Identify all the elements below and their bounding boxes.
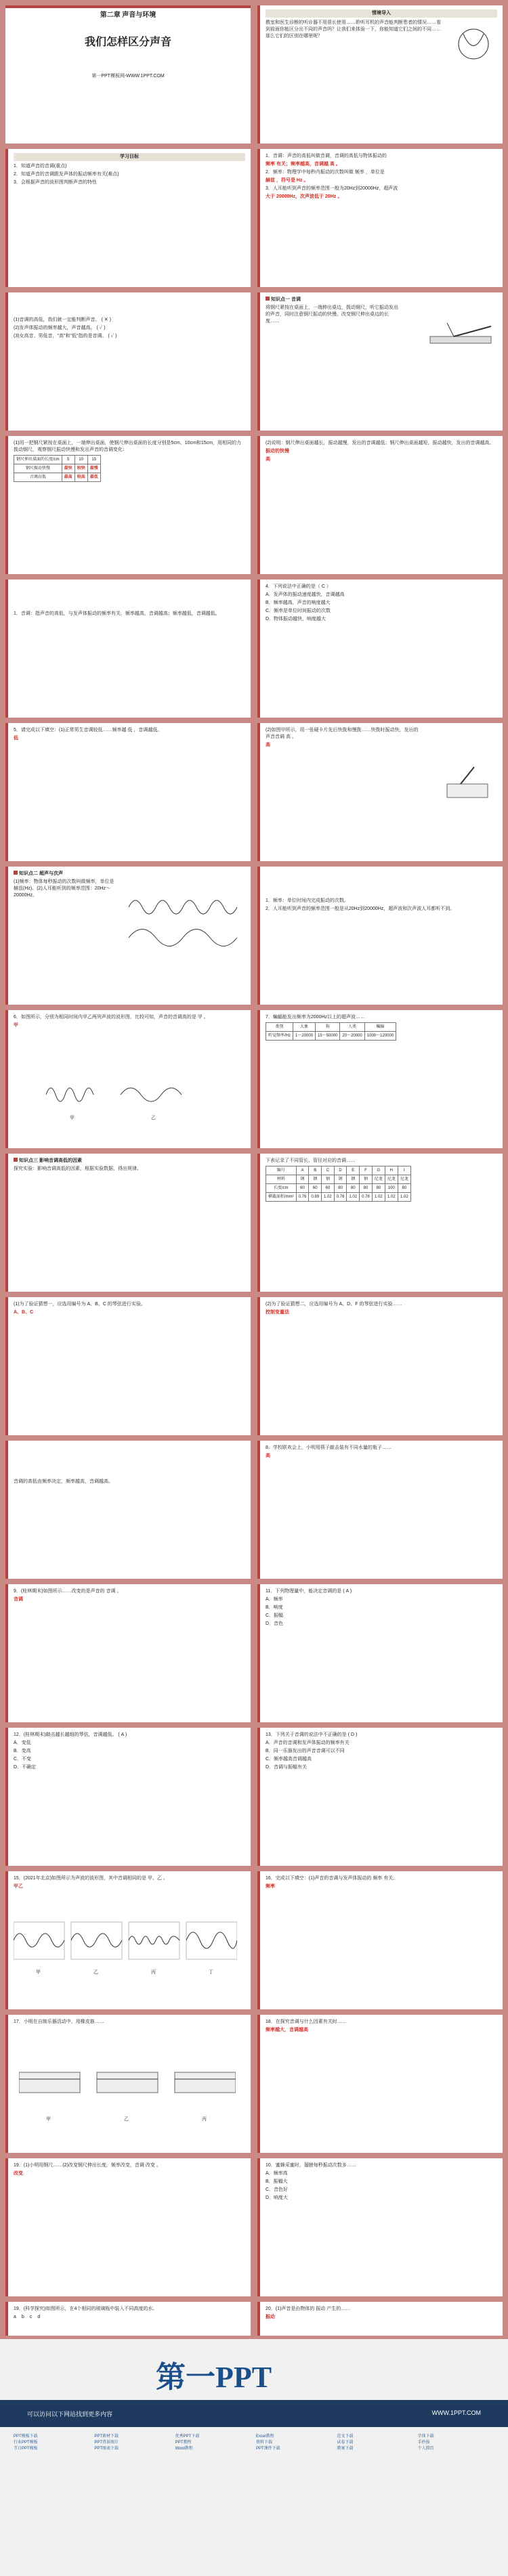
footer-link[interactable]: 教案下载 bbox=[337, 2447, 354, 2451]
option: C．频率是单位时间振动的次数 bbox=[266, 609, 331, 613]
footer-link[interactable]: PPT课件下载 bbox=[255, 2447, 280, 2451]
slide-accent-bar bbox=[257, 1441, 260, 1579]
slide-ruler-table bbox=[5, 436, 251, 574]
judge-line: (1)音调的高低，我们就一定能判断声音。 ( ✕ ) bbox=[14, 318, 111, 322]
slide-q20 bbox=[257, 2302, 503, 2336]
table-cell: 尼龙 bbox=[385, 1175, 398, 1184]
section-heading: 知识点三 影响音调高低的因素 bbox=[19, 1158, 82, 1163]
slide-accent-bar bbox=[5, 1010, 8, 1148]
slide-cover bbox=[5, 5, 251, 144]
table-cell: 1.02 bbox=[347, 1193, 360, 1202]
bottle-label: a bbox=[14, 2315, 16, 2319]
slide-q5 bbox=[5, 723, 251, 861]
figure-label: 丙 bbox=[202, 2117, 207, 2122]
footer-link[interactable]: PPT背景图片 bbox=[94, 2441, 119, 2445]
question-text: 4．下列说法中正确的是（ C ） bbox=[266, 584, 331, 589]
slide-string-table bbox=[257, 1154, 503, 1292]
table-cell: 0.76 bbox=[334, 1193, 347, 1202]
table-header: D bbox=[334, 1166, 347, 1175]
footer-note: 可以访问以下网站找到更多内容 bbox=[27, 2411, 113, 2418]
concept-line: 大于 20000Hz，次声波低于 20Hz 。 bbox=[266, 194, 343, 199]
footer-link[interactable]: 字体下载 bbox=[417, 2435, 434, 2439]
goals-heading: 学习目标 bbox=[14, 153, 245, 161]
slide-q10 bbox=[257, 2158, 503, 2296]
option: D．音色 bbox=[266, 1621, 284, 1626]
slide-q6 bbox=[5, 1010, 251, 1148]
table-cell: 60 bbox=[322, 1184, 335, 1193]
slide-q16 bbox=[257, 1871, 503, 2009]
footer-link-grid bbox=[14, 2434, 494, 2452]
slide-accent-bar bbox=[5, 2158, 8, 2296]
slide-accent-bar bbox=[5, 1297, 8, 1435]
table-cell: 60 bbox=[296, 1184, 309, 1193]
footer-link[interactable]: 手抄报 bbox=[417, 2441, 430, 2445]
concept-line: 3．人耳能听到声音的频率范围一般为20Hz到20000Hz，超声波 bbox=[266, 186, 398, 191]
table-header: G bbox=[372, 1166, 385, 1175]
question-text: 7．蝙蝠能发出频率为2000Hz以上的超声波…… bbox=[266, 1015, 366, 1020]
wave-label: 甲 bbox=[70, 1116, 75, 1120]
table-header: 编号 bbox=[266, 1166, 297, 1175]
answer-text: 低 bbox=[14, 736, 18, 741]
slide-q11 bbox=[257, 1584, 503, 1722]
wave-label: 乙 bbox=[93, 1970, 98, 1975]
conclusion-text: (2)说明：钢尺伸出桌面越长，振动越慢，发出的音调越低；钢尺伸出桌面越短，振动越快，发出的音调越高。 bbox=[266, 441, 494, 445]
footer-link[interactable]: Word教程 bbox=[175, 2447, 193, 2451]
question-text: 下表记录了不同管长、管径对应的音调…… bbox=[266, 1158, 356, 1163]
figure-label: 乙 bbox=[124, 2117, 129, 2122]
table-cell: 钢尺振动快慢 bbox=[14, 464, 62, 473]
site-logo: 第一PPT bbox=[156, 2361, 272, 2394]
footer-link[interactable]: 优秀PPT下载 bbox=[175, 2435, 200, 2439]
slide-accent-bar bbox=[5, 1728, 8, 1866]
answer-text: 甲 bbox=[14, 1023, 18, 1028]
slide-accent-bar bbox=[5, 723, 8, 861]
footer-url-link[interactable]: WWW.1PPT.COM bbox=[431, 2409, 481, 2416]
site-name: 第一PPT模板网-WWW.1PPT.COM bbox=[91, 74, 165, 79]
slide-accent-bar bbox=[257, 1297, 260, 1435]
wave-label: 甲 bbox=[36, 1970, 41, 1975]
slide-q8 bbox=[257, 1441, 503, 1579]
footer-link[interactable]: 范文下载 bbox=[337, 2435, 354, 2439]
option: A．频率 bbox=[266, 1597, 283, 1602]
option: D．物体振动越快，响度越大 bbox=[266, 617, 326, 621]
slide-accent-bar bbox=[5, 580, 8, 718]
option: A．频率高 bbox=[266, 2171, 288, 2176]
answer-text: 音调 bbox=[14, 1597, 23, 1602]
footer-link[interactable]: 试卷下载 bbox=[337, 2441, 354, 2445]
slide-accent-bar bbox=[257, 5, 260, 144]
slide-accent-bar bbox=[257, 1010, 260, 1148]
question-text: 9．(桂林期末)如图所示……改变的是声音的 音调 。 bbox=[14, 1589, 122, 1594]
table-header: A bbox=[296, 1166, 309, 1175]
wave-label: 丙 bbox=[151, 1970, 156, 1975]
table-cell: 钢 bbox=[347, 1175, 360, 1184]
table-cell: 钢 bbox=[360, 1175, 373, 1184]
table-cell: 较高 bbox=[75, 473, 87, 482]
slide-accent-bar bbox=[257, 436, 260, 574]
bottle-label: b bbox=[21, 2315, 24, 2319]
table-cell: 材料 bbox=[266, 1175, 297, 1184]
table-cell: 80 bbox=[398, 1184, 410, 1193]
slide-accent-bar bbox=[257, 1154, 260, 1292]
slide-summary bbox=[5, 580, 251, 718]
table-header: 狗 bbox=[316, 1023, 340, 1032]
table-cell: 最快 bbox=[62, 464, 75, 473]
table-header: 蝙蝠 bbox=[364, 1023, 396, 1032]
footer-link[interactable]: PPT素材下载 bbox=[94, 2435, 119, 2439]
answer-text: 振动 bbox=[266, 2315, 275, 2319]
table-cell: 尼龙 bbox=[398, 1175, 410, 1184]
table-header: 5 bbox=[62, 456, 75, 464]
table-cell: 钢 bbox=[309, 1175, 322, 1184]
bottle-label: d bbox=[37, 2315, 41, 2319]
chapter-title: 第二章 声音与环境 bbox=[100, 12, 156, 19]
site-footer bbox=[0, 2339, 508, 2576]
flag-icon bbox=[14, 871, 18, 875]
section-heading: 知识点一 音调 bbox=[271, 297, 301, 302]
table-cell: 最高 bbox=[62, 473, 75, 482]
table-header: 类别 bbox=[266, 1023, 293, 1032]
slide-freq-range bbox=[257, 867, 503, 1005]
intro-text: 教室和医生诊断的听诊器不用很长使用……聆听耳机的声音能判断患者的情况……看到前面你能区分出不同的声音吗？让我们来体验一下，你能知道它们之间的不同……那么它们的区别在哪里呢？ bbox=[266, 20, 441, 39]
answer-text: 控制变量法 bbox=[266, 1310, 289, 1315]
bottle-label: c bbox=[29, 2315, 33, 2319]
slide-accent-bar bbox=[5, 292, 8, 431]
table-cell: 钢 bbox=[296, 1175, 309, 1184]
slide-accent-bar bbox=[257, 2015, 260, 2153]
concept-line: 2．频率：物理学中每秒内振动的次数叫做 频率 ，单位是 bbox=[266, 170, 385, 175]
answer-text: 甲乙 bbox=[14, 1884, 23, 1889]
table-cell: 横截面积/mm² bbox=[266, 1193, 297, 1202]
slide-knowledge-2 bbox=[5, 867, 251, 1005]
table-cell: 0.89 bbox=[309, 1193, 322, 1202]
question-text: 16．完成以下填空：(1)声音的音调与发声体振动的 频率 有关。 bbox=[266, 1876, 398, 1881]
option: D．不确定 bbox=[14, 1765, 37, 1770]
slide-q18 bbox=[257, 2015, 503, 2153]
slide-q-verify1 bbox=[5, 1297, 251, 1435]
slide-accent-bar bbox=[257, 292, 260, 431]
ruler-experiment-icon bbox=[427, 313, 494, 353]
goal-item: 2．知道声音的音调跟发声体的振动频率有关(难点) bbox=[14, 172, 119, 177]
waveform-icon bbox=[14, 1919, 237, 1966]
summary-text: 音调的高低由频率决定，频率越高，音调越高。 bbox=[14, 1479, 113, 1484]
ruler-table bbox=[14, 455, 101, 482]
answer-text: A、B、C bbox=[14, 1310, 34, 1315]
string-table bbox=[266, 1166, 411, 1202]
slide-q7 bbox=[257, 1010, 503, 1148]
slide-accent-bar bbox=[5, 1584, 8, 1722]
freq-text: 1．频率：单位时间内完成振动的次数。 bbox=[266, 898, 349, 903]
slide-q-verify2 bbox=[257, 1297, 503, 1435]
table-cell: 最慢 bbox=[87, 464, 100, 473]
question-text: 12．(桂林期末)敲击越长越细的琴弦，音调越低。 ( A ) bbox=[14, 1732, 127, 1737]
slide-accent-bar bbox=[257, 2302, 260, 2336]
lesson-title: 我们怎样区分声音 bbox=[84, 37, 171, 48]
table-header: I bbox=[398, 1166, 410, 1175]
option: B．响度 bbox=[266, 1605, 283, 1610]
waveform-icon bbox=[129, 894, 244, 955]
table-cell: 60 bbox=[309, 1184, 322, 1193]
answer-text: 高 bbox=[266, 457, 270, 462]
slide-q19b bbox=[5, 2302, 251, 2336]
slide-conclusion bbox=[257, 436, 503, 574]
slide-accent-bar bbox=[5, 436, 8, 574]
table-cell: 长度/cm bbox=[266, 1184, 297, 1193]
table-cell: 较快 bbox=[75, 464, 87, 473]
table-cell: 0.76 bbox=[296, 1193, 309, 1202]
wave-label: 丁 bbox=[209, 1970, 213, 1975]
slide-accent-bar bbox=[257, 2158, 260, 2296]
table-header: 大象 bbox=[293, 1023, 316, 1032]
goal-item: 3．会根据声音的波形图判断声音的特性 bbox=[14, 180, 97, 185]
slide-q13 bbox=[257, 1728, 503, 1866]
footer-link[interactable]: PPT图表下载 bbox=[94, 2447, 119, 2451]
slide-goals bbox=[5, 149, 251, 287]
footer-link[interactable]: 节日PPT模板 bbox=[14, 2447, 38, 2451]
question-text: 15．(2021年北京)如图所示为声波的波形图，其中音调相同的是 甲、乙 。 bbox=[14, 1876, 168, 1881]
table-cell: 80 bbox=[334, 1184, 347, 1193]
option: D．音调与振幅有关 bbox=[266, 1765, 308, 1770]
rubber-band-instrument-icon bbox=[19, 2055, 236, 2110]
section-text: 探究实验：影响音调高低的因素，根据实验数据，得出规律。 bbox=[14, 1166, 142, 1171]
slide-q19a bbox=[5, 2158, 251, 2296]
table-cell: 1.02 bbox=[398, 1193, 410, 1202]
slide-accent-bar bbox=[5, 1154, 8, 1292]
footer-link[interactable]: Excel教程 bbox=[255, 2435, 274, 2439]
footer-link[interactable]: PPT模板下载 bbox=[14, 2435, 38, 2439]
slide-accent-bar bbox=[257, 1728, 260, 1866]
question-text: 10．蜜蜂采蜜时，翅膀每秒振动次数多…… bbox=[266, 2163, 356, 2168]
question-text: 8．学校联欢会上，小明用筷子敲击装有不同水量的瓶子…… bbox=[266, 1445, 391, 1450]
option: A．发声体的振动速度越快，音调越高 bbox=[266, 592, 345, 597]
question-text: 20．(1)声音是由物体的 振动 产生的…… bbox=[266, 2307, 351, 2311]
slide-q12 bbox=[5, 1728, 251, 1866]
option: D．响度大 bbox=[266, 2196, 289, 2200]
table-cell: 钢 bbox=[322, 1175, 335, 1184]
option: B．频率越高，声音的响度越大 bbox=[266, 601, 331, 605]
concept-line: 1．音调：声音的高低叫做音调，音调的高低与物体振动的 bbox=[266, 154, 387, 158]
option: B．变高 bbox=[14, 1749, 31, 1753]
concept-line: 赫兹 ，符号是 Hz 。 bbox=[266, 178, 309, 183]
option: C．不变 bbox=[14, 1757, 32, 1762]
slide-q5b bbox=[257, 723, 503, 861]
table-cell: 100 bbox=[385, 1184, 398, 1193]
slide-accent-bar bbox=[5, 1871, 8, 2009]
slide-q4 bbox=[257, 580, 503, 718]
table-cell: 1.02 bbox=[322, 1193, 335, 1202]
table-header: 15 bbox=[87, 456, 100, 464]
slide-accent-bar bbox=[257, 1871, 260, 2009]
question-text: 19．(科学探究)如图所示，在4个相同的玻璃瓶中装入不同高度的水。 bbox=[14, 2307, 158, 2311]
table-header: E bbox=[347, 1166, 360, 1175]
option: B．同一乐器发出的声音音调可以不同 bbox=[266, 1749, 345, 1753]
flag-icon bbox=[266, 297, 270, 301]
table-cell: 听觉频率/Hz bbox=[266, 1032, 293, 1041]
slide-accent-bar bbox=[5, 2015, 8, 2153]
answer-text: 频率 bbox=[266, 1884, 275, 1889]
table-header: 钢尺伸出桌面的长度/cm bbox=[14, 456, 62, 464]
slide-q9 bbox=[5, 1584, 251, 1722]
question-text: 5．请完成以下填空：(1)正常男生音调较低……频率越 低 ，音调越低。 bbox=[14, 728, 163, 733]
experiment-text: (1)用一把钢尺紧按在桌面上，一端伸出桌面，使钢尺伸出桌面的长度分别是5cm、10cm和15cm，用相同的力拨动钢尺，观察钢尺振动快慢和发出声音的音调变化： bbox=[14, 441, 242, 452]
table-cell: 1.02 bbox=[385, 1193, 398, 1202]
table-cell: 尼龙 bbox=[372, 1175, 385, 1184]
table-header: H bbox=[385, 1166, 398, 1175]
table-cell: 0.76 bbox=[360, 1193, 373, 1202]
table-cell: 15～50000 bbox=[316, 1032, 340, 1041]
slide-accent-bar bbox=[5, 149, 8, 287]
flag-icon bbox=[14, 1158, 18, 1162]
section-heading: 知识点二 超声与次声 bbox=[19, 871, 63, 876]
option: A．变低 bbox=[14, 1741, 31, 1745]
table-header: F bbox=[360, 1166, 373, 1175]
table-cell: 最低 bbox=[87, 473, 100, 482]
option: A．声音的音调和发声体振动的频率有关 bbox=[266, 1741, 350, 1745]
freq-text: 2．人耳能听到声音的频率范围一般是从20Hz到20000Hz，超声波和次声波人耳都听不到。 bbox=[266, 907, 455, 911]
footer-link[interactable]: PPT教程 bbox=[175, 2441, 192, 2445]
footer-link[interactable]: 资料下载 bbox=[255, 2441, 272, 2445]
question-text: 13．下列关于音调的说法中不正确的是 ( D ) bbox=[266, 1732, 358, 1737]
section-text: 将钢尺紧按在桌面上，一端伸出桌边，拨动钢尺，听它振动发出的声音，同时注意钢尺振动的快慢。改变钢尺伸出桌边的长度…… bbox=[266, 305, 398, 324]
table-cell: 音调高低 bbox=[14, 473, 62, 482]
option: C．振幅 bbox=[266, 1613, 284, 1618]
option: C．频率越高音调越高 bbox=[266, 1757, 312, 1762]
waveform-icon bbox=[46, 1078, 182, 1112]
option: C．音色好 bbox=[266, 2187, 289, 2192]
footer-strip bbox=[0, 2400, 508, 2427]
table-header: B bbox=[309, 1166, 322, 1175]
question-text: (2)为了验证猜想二，应选用编号为 A、D、F 的琴弦进行实验…… bbox=[266, 1302, 402, 1307]
question-text: 17．小明在自制乐器活动中，用橡皮筋…… bbox=[14, 2020, 104, 2024]
table-cell: 80 bbox=[360, 1184, 373, 1193]
section-text: (1)频率：物体每秒振动的次数叫做频率，单位是赫兹(Hz)。(2)人耳能听到的频率范围：20Hz～20000Hz。 bbox=[14, 879, 114, 898]
answer-text: 频率越大，音调越高 bbox=[266, 2028, 308, 2032]
goal-item: 1．知道声音的音调(重点) bbox=[14, 164, 67, 169]
slide-accent-bar bbox=[257, 867, 260, 1005]
slide-intro bbox=[257, 5, 503, 144]
judge-line: (2)发声体振动的频率越大，声音越高。 ( ✓ ) bbox=[14, 326, 106, 330]
table-cell: 钢 bbox=[334, 1175, 347, 1184]
option: B．振幅大 bbox=[266, 2179, 288, 2184]
question-text: 6．如图所示，分别为相同时间内甲乙两列声波的波形图，比较可知，声音的音调高的是 甲 。 bbox=[14, 1015, 209, 1020]
table-header: C bbox=[322, 1166, 335, 1175]
slide-accent-bar bbox=[5, 1441, 8, 1579]
slide-knowledge-3 bbox=[5, 1154, 251, 1292]
slide-accent-bar bbox=[257, 723, 260, 861]
slide-accent-bar bbox=[257, 580, 260, 718]
slide-accent-bar bbox=[5, 867, 8, 1005]
card-experiment-icon bbox=[440, 764, 494, 804]
question-text: 18．在探究音调与什么因素有关时…… bbox=[266, 2020, 347, 2024]
slide-pitch-summary bbox=[5, 1441, 251, 1579]
slide-accent-bar bbox=[257, 149, 260, 287]
table-cell: 1000～120000 bbox=[364, 1032, 396, 1041]
table-header: 人类 bbox=[340, 1023, 364, 1032]
slide-q15 bbox=[5, 1871, 251, 2009]
answer-text: 高 bbox=[266, 1454, 270, 1458]
table-cell: 80 bbox=[372, 1184, 385, 1193]
table-cell: 1.02 bbox=[372, 1193, 385, 1202]
question-text: (2)如图甲所示，用一张硬卡片先后快拨和慢拨……快拨时振动快，发出的声音音调 高 。 bbox=[266, 728, 419, 739]
slide-q17 bbox=[5, 2015, 251, 2153]
slide-concepts bbox=[257, 149, 503, 287]
slide-knowledge-1 bbox=[257, 292, 503, 431]
slide-judge bbox=[5, 292, 251, 431]
answer-text: 高 bbox=[266, 743, 270, 747]
question-text: 11．下列物理量中，能决定音调的是 ( A ) bbox=[266, 1589, 352, 1594]
answer-text: 振动的快慢 bbox=[266, 449, 289, 454]
figure-label: 甲 bbox=[46, 2117, 51, 2122]
judge-line: (3)女高音、男低音，"高"和"低"指的是音调。 ( ✓ ) bbox=[14, 334, 117, 339]
slide-accent-bar bbox=[5, 2302, 8, 2336]
intro-heading: 情境导入 bbox=[266, 9, 497, 18]
question-text: 19．(1)小明用钢尺……(2)改变钢尺伸出长度，频率改变，音调 改变 。 bbox=[14, 2163, 161, 2168]
table-header: 10 bbox=[75, 456, 87, 464]
question-text: (1)为了验证猜想一，应选用编号为 A、B、C 的琴弦进行实验。 bbox=[14, 1302, 146, 1307]
answer-text: 改变 bbox=[14, 2171, 23, 2176]
table-cell: 20～20000 bbox=[340, 1032, 364, 1041]
table-cell: 80 bbox=[347, 1184, 360, 1193]
concept-line: 频率 有关；频率越高，音调越 高 。 bbox=[266, 162, 341, 167]
summary-text: 1．音调：指声音的高低，与发声体振动的频率有关，频率越高，音调越高；频率越低，音调越低。 bbox=[14, 611, 220, 616]
footer-link[interactable]: 个人简历 bbox=[417, 2447, 434, 2451]
wave-label: 乙 bbox=[151, 1116, 156, 1120]
stethoscope-icon bbox=[450, 20, 497, 68]
footer-link[interactable]: 行业PPT模板 bbox=[14, 2441, 38, 2445]
slide-accent-bar bbox=[257, 1584, 260, 1722]
hearing-table bbox=[266, 1022, 396, 1041]
table-cell: 1～20000 bbox=[293, 1032, 316, 1041]
